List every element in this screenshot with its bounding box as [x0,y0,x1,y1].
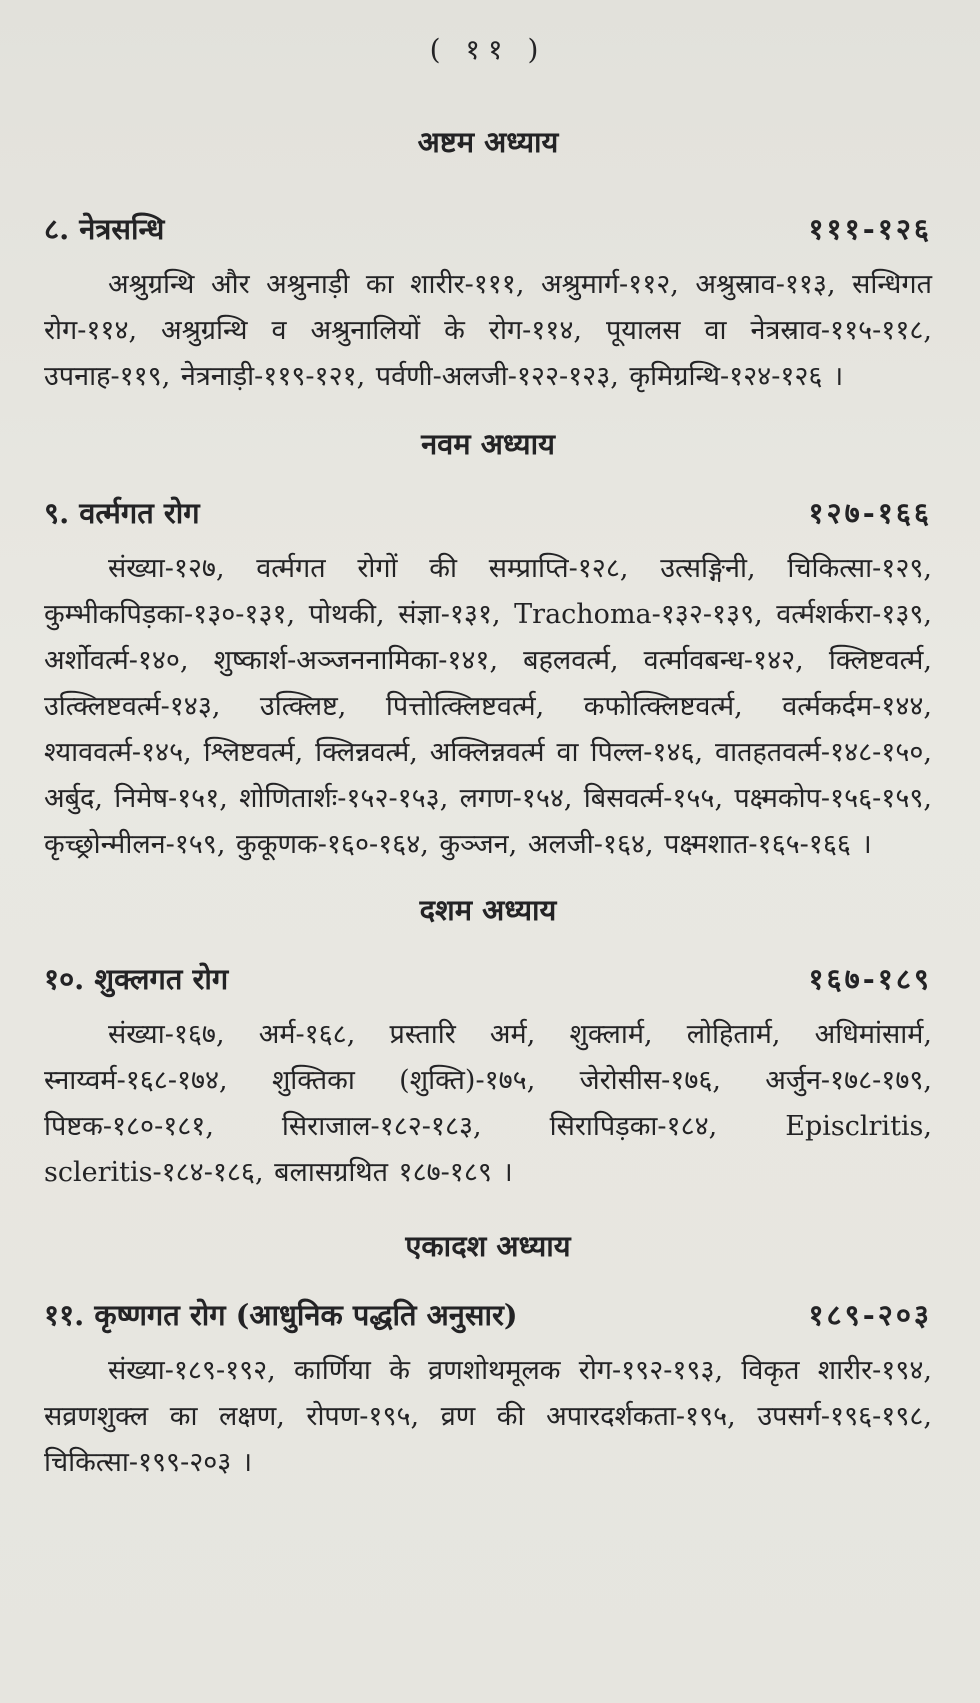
chapter-heading: नवम अध्याय [421,427,555,461]
section-contents: अश्रुग्रन्थि और अश्रुनाड़ी का शारीर-१११, अश्रुमार्ग-११२, अश्रुस्राव-११३, सन्धिगत रोग-११४, अश्रुग्रन्थि व अश्रुनालियों के रोग-११४, पूयालस वा नेत्रस्राव-११५-११८, उपनाह-११९, नेत्रनाड़ी-११९-१२१, पर्वणी-अलजी-१२२-१२३, कृमिग्रन्थि-१२४-१२६ । [44,269,932,392]
section-title: ११. कृष्णगत रोग (आधुनिक पद्धति अनुसार) [44,1298,518,1332]
section-header [44,959,932,998]
chapter-heading: दशम अध्याय [419,893,557,927]
section-contents: संख्या-१८९-१९२, कार्णिया के व्रणशोथमूलक रोग-१९२-१९३, विकृत शारीर-१९४, सव्रणशुक्ल का लक्षण, रोपण-१९५, व्रण की अपारदर्शकता-१९५, उपसर्ग-१९६-१९८, चिकित्सा-१९९-२०३ । [44,1355,932,1478]
section-header [44,1295,932,1334]
chapter-heading: एकादश अध्याय [405,1229,571,1263]
section-page-range: १२७-१६६ [808,496,932,530]
section-title: ८. नेत्रसन्धि [44,212,165,246]
chapter-10 [44,890,932,1196]
section-page-range: १८९-२०३ [808,1298,932,1332]
chapter-9 [44,424,932,868]
section-header [44,209,932,248]
chapter-heading: अष्टम अध्याय [417,125,559,159]
chapter-8 [44,122,932,400]
section-title: ९. वर्त्मगत रोग [44,496,200,530]
section-contents: संख्या-१२७, वर्त्मगत रोगों की सम्प्राप्ति-१२८, उत्सङ्गिनी, चिकित्सा-१२९, कुम्भीकपिड़का-१३०-१३१, पोथकी, संज्ञा-१३१, Trachoma-१३२-१३९, वर्त्मशर्करा-१३९, अर्शोवर्त्म-१४०, शुष्कार्श-अञ्जननामिका-१४१, बहलवर्त्म, वर्त्मावबन्ध-१४२, क्लिष्टवर्त्म, उत्क्लिष्टवर्त्म-१४३, उत्क्लिष्ट, पित्तोत्क्लिष्टवर्त्म, कफोत्क्लिष्टवर्त्म, वर्त्मकर्दम-१४४, श्याववर्त्म-१४५, श्लिष्टवर्त्म, क्लिन्नवर्त्म, अक्लिन्नवर्त्म वा पिल्ल-१४६, वातहतवर्त्म-१४८-१५०, अर्बुद, निमेष-१५१, शोणितार्शः-१५२-१५३, लगण-१५४, बिसवर्त्म-१५५, पक्ष्मकोप-१५६-१५९, कृच्छ्रोन्मीलन-१५९, कुकूणक-१६०-१६४, कुञ्जन, अलजी-१६४, पक्ष्मशात-१६५-१६६ । [44,553,932,860]
section-contents: संख्या-१६७, अर्म-१६८, प्रस्तारि अर्म, शुक्लार्म, लोहितार्म, अधिमांसार्म, स्नाय्वर्म-१६८-१७४, शुक्तिका (शुक्ति)-१७५, जेरोसीस-१७६, अर्जुन-१७८-१७९, पिष्टक-१८०-१८१, सिराजाल-१८२-१८३, सिरापिड़का-१८४, Episclritis, scleritis-१८४-१८६, बलासग्रथित १८७-१८९ । [44,1019,932,1188]
section-page-range: १६७-१८९ [808,962,932,996]
chapter-11 [44,1226,932,1486]
section-title: १०. शुक्लगत रोग [44,962,229,996]
page-number: ( ११ ) [429,33,547,66]
section-header [44,493,932,532]
section-page-range: १११-१२६ [808,212,932,246]
